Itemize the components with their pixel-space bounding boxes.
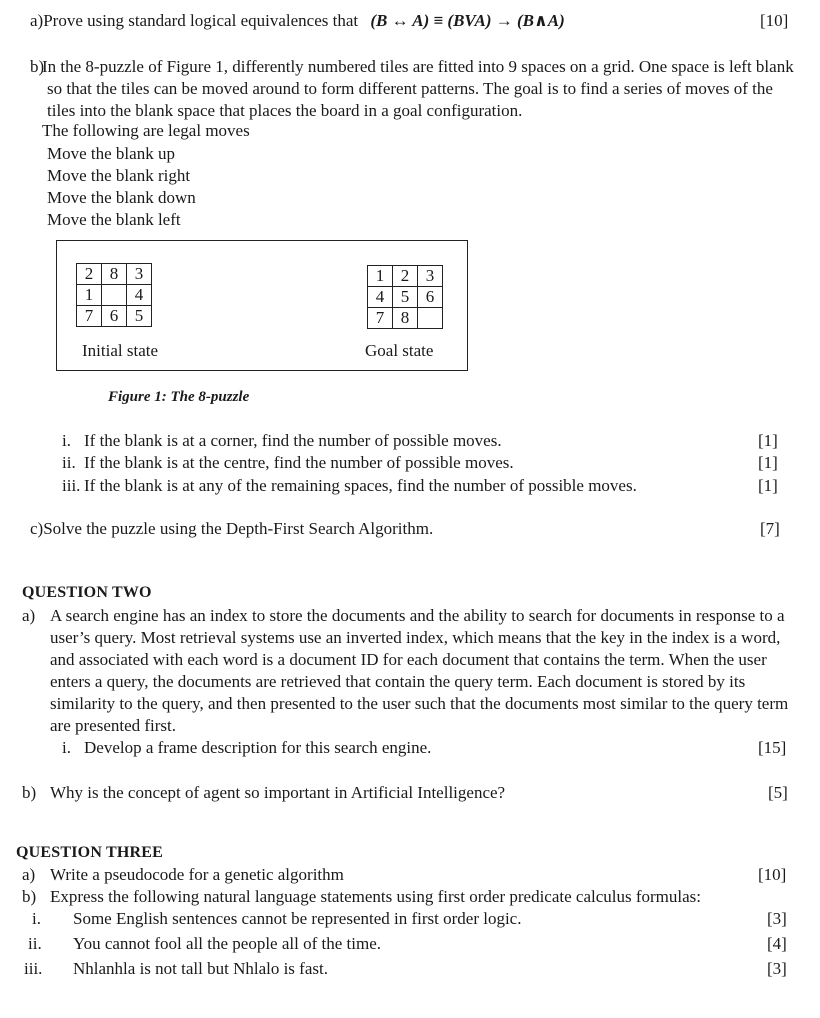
q1b-sub-marks-0: [1] — [758, 431, 778, 450]
q1b-sub-num-2: iii. — [62, 476, 81, 495]
q2b-text: Why is the concept of agent so important in Artificial Intelligence? — [50, 783, 506, 802]
goal-tile-blank — [418, 308, 443, 329]
q3b-item-text-1: You cannot fool all the people all of the time. — [73, 934, 381, 953]
q3-heading: QUESTION THREE — [16, 844, 163, 861]
initial-state-grid — [76, 263, 152, 327]
q1b-sub-marks-2: [1] — [758, 476, 778, 495]
q3a-label: a) — [22, 865, 36, 884]
q1b-sub-text-0: If the blank is at a corner, find the number of possible moves. — [84, 431, 502, 450]
q2b-label: b) — [22, 783, 37, 802]
q3a-text: Write a pseudocode for a genetic algorithm — [50, 865, 344, 884]
goal-tile: 6 — [418, 287, 443, 308]
q2-heading: QUESTION TWO — [22, 584, 152, 601]
goal-tile: 1 — [368, 266, 393, 287]
q3b-text: Express the following natural language statements using first order predicate calculus formulas: — [50, 887, 701, 906]
initial-tile: 2 — [77, 264, 102, 285]
initial-tile: 8 — [102, 264, 127, 285]
q1b-sub-marks-1: [1] — [758, 453, 778, 472]
q3b-item-marks-0: [3] — [767, 909, 787, 928]
goal-state-grid — [367, 265, 443, 329]
q1b-sub-text-2: If the blank is at any of the remaining spaces, find the number of possible moves. — [84, 476, 637, 495]
initial-tile: 1 — [77, 285, 102, 306]
initial-tile: 3 — [127, 264, 152, 285]
initial-tile: 4 — [127, 285, 152, 306]
q1b-move-1: Move the blank right — [47, 166, 191, 185]
q1b-label: b) — [30, 57, 45, 76]
q1b-sub-num-1: ii. — [62, 453, 76, 472]
q3b-item-num-0: i. — [32, 909, 41, 928]
q1c-marks: [7] — [760, 519, 780, 538]
q3b-item-num-2: iii. — [24, 959, 43, 978]
q1a-formula: (B ↔ A) ≡ (BVA) → (B∧A) — [370, 11, 565, 30]
q3b-item-marks-1: [4] — [767, 934, 787, 953]
q1b-sub-text-1: If the blank is at the centre, find the number of possible moves. — [84, 453, 514, 472]
figure-caption: Figure 1: The 8-puzzle — [108, 389, 250, 405]
q3b-item-marks-2: [3] — [767, 959, 787, 978]
initial-tile: 5 — [127, 306, 152, 327]
q3a-marks: [10] — [758, 865, 787, 884]
q2a-marks: [15] — [758, 738, 787, 757]
q1c-line — [30, 518, 433, 540]
goal-tile: 7 — [368, 308, 393, 329]
goal-state-label: Goal state — [365, 341, 434, 360]
goal-tile: 3 — [418, 266, 443, 287]
initial-state-label: Initial state — [82, 341, 159, 360]
q1a-label: a) — [30, 11, 44, 30]
initial-tile: 7 — [77, 306, 102, 327]
q1a-line — [30, 10, 565, 32]
q2b-marks: [5] — [768, 783, 788, 802]
q1b-move-2: Move the blank down — [47, 188, 196, 207]
q2a-label: a) — [22, 606, 36, 625]
q1b-paragraph: In the 8-puzzle of Figure 1, differently numbered tiles are fitted into 9 spaces on a grid. One space is left blank so that the tiles can be moved around to form different patterns. The goal is to find a series of moves of the tiles into the blank space that places the board in a goal configuration. — [42, 57, 794, 120]
q2a-sub-text: Develop a frame description for this search engine. — [84, 738, 432, 757]
goal-tile: 8 — [393, 308, 418, 329]
q1b-move-3: Move the blank left — [47, 210, 181, 229]
q3b-label: b) — [22, 887, 37, 906]
q1a-text: Prove using standard logical equivalences that — [43, 11, 359, 30]
initial-tile-blank — [102, 285, 127, 306]
q1b-move-0: Move the blank up — [47, 144, 175, 163]
q1c-label: c) — [30, 519, 44, 538]
goal-tile: 2 — [393, 266, 418, 287]
q3b-item-num-1: ii. — [28, 934, 42, 953]
q2a-paragraph: A search engine has an index to store the documents and the ability to search for documents in response to a user’s query. Most retrieval systems use an inverted index, which means that the key in the index is a word, and associated with each word is a document ID for each document that contains the term. When the user enters a query, the documents are retrieved that contain the query term. Each document is stored by its similarity to the query, and then presented to the user such that the documents most similar to the query term are presented first. — [50, 606, 789, 735]
q3b-item-text-0: Some English sentences cannot be represented in first order logic. — [73, 909, 522, 928]
initial-tile: 6 — [102, 306, 127, 327]
q1b-sub-num-0: i. — [62, 431, 71, 450]
q2a-sub-num: i. — [62, 738, 71, 757]
figure-8-puzzle — [56, 240, 468, 371]
q3b-item-text-2: Nhlanhla is not tall but Nhlalo is fast. — [73, 959, 328, 978]
goal-tile: 5 — [393, 287, 418, 308]
goal-tile: 4 — [368, 287, 393, 308]
q1a-marks: [10] — [760, 11, 789, 30]
q1b-legal-intro: The following are legal moves — [42, 121, 250, 140]
q1c-text: Solve the puzzle using the Depth-First Search Algorithm. — [43, 519, 434, 538]
